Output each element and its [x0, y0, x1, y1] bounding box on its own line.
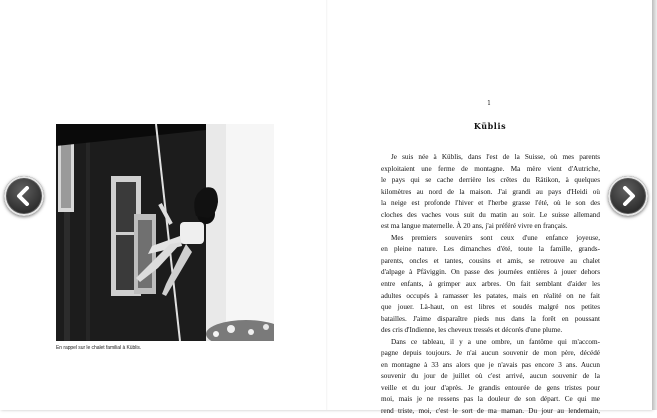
text-line: batailles. J'aime disparaître pieds nus dans la forêt en poussant	[381, 314, 600, 323]
next-page-button[interactable]	[608, 176, 648, 216]
text-line: pagne depuis toujours. Je n'ai aucun souvenir de mon père, décédé	[381, 349, 600, 358]
text-line: entre enfants, à grimper aux arbres. On fait semblant d'aider les	[381, 280, 600, 289]
text-line: en pleine nature. Les dimanches d'été, toute la famille, grands-	[381, 245, 600, 254]
chevron-right-icon	[619, 186, 637, 206]
book-gutter	[326, 0, 328, 410]
text-line: est ma langue maternelle. À 20 ans, j'ai préféré vivre en français.	[381, 222, 568, 231]
previous-page-button[interactable]	[4, 176, 44, 216]
text-line: cloches des vaches vous suit du matin au soir. Le suisse allemand	[381, 210, 600, 219]
text-line: en montagne à 33 ans alors que je n'avais pas encore 3 ans. Aucun	[381, 360, 600, 369]
text-line: parents, oncles et tantes, cousins et amis, se retrouve au chalet	[381, 256, 600, 265]
chevron-left-icon	[15, 186, 33, 206]
text-line: souvenir du jour de juillet où c'est arrivé, aucun souvenir de la	[381, 372, 600, 381]
page-edge	[652, 0, 657, 410]
text-line: exploitaient une ferme de montagne. Ma mère vient d'Autriche,	[381, 164, 600, 173]
photo-caption: En rappel sur le chalet familial à Küblis.	[56, 345, 142, 351]
text-line: des cris d'Indienne, les cheveux tressés et décorés d'une plume.	[381, 326, 563, 335]
climbing-photo	[56, 124, 274, 341]
page-number: 1	[487, 100, 491, 107]
text-line: Je suis née à Küblis, dans l'est de la Suisse, où mes parents	[391, 153, 600, 161]
text-line: que jouer. Là-haut, on est libres et soudés malgré nos petites	[381, 303, 600, 312]
text-line: kilomètres au nord de la maison. J'ai grandi au pays d'Heidi où	[381, 187, 600, 196]
chapter-body-text	[381, 152, 600, 418]
text-line: Dans ce tableau, il y a une ombre, un fantôme qui m'accom-	[391, 337, 600, 346]
text-line: d'alpage à Pfäviggin. On passe des journées entières à jouer dehors	[381, 268, 600, 277]
text-line: la neige est profonde l'hiver et l'herbe grasse l'été, où le son des	[381, 199, 600, 208]
text-line: le pays qui se cache derrière les crêtes du Rätikon, à quelques	[381, 176, 600, 185]
text-line: moi, mais je ne ressens pas la douleur de son départ. Ce qui me	[381, 395, 600, 404]
text-line: adultes occupés à ramasser les patates, mais en réalité on ne fait	[381, 291, 600, 300]
chapter-title: Küblis	[473, 121, 507, 131]
text-line: Mes premiers souvenirs sont ceux d'une enfance joyeuse,	[391, 233, 600, 242]
text-line: rend triste, moi, c'est le sort de ma maman. Du jour au lendemain,	[381, 407, 600, 416]
text-line: veille et du jour d'après. Je grandis entourée de gens tristes pour	[381, 383, 600, 392]
